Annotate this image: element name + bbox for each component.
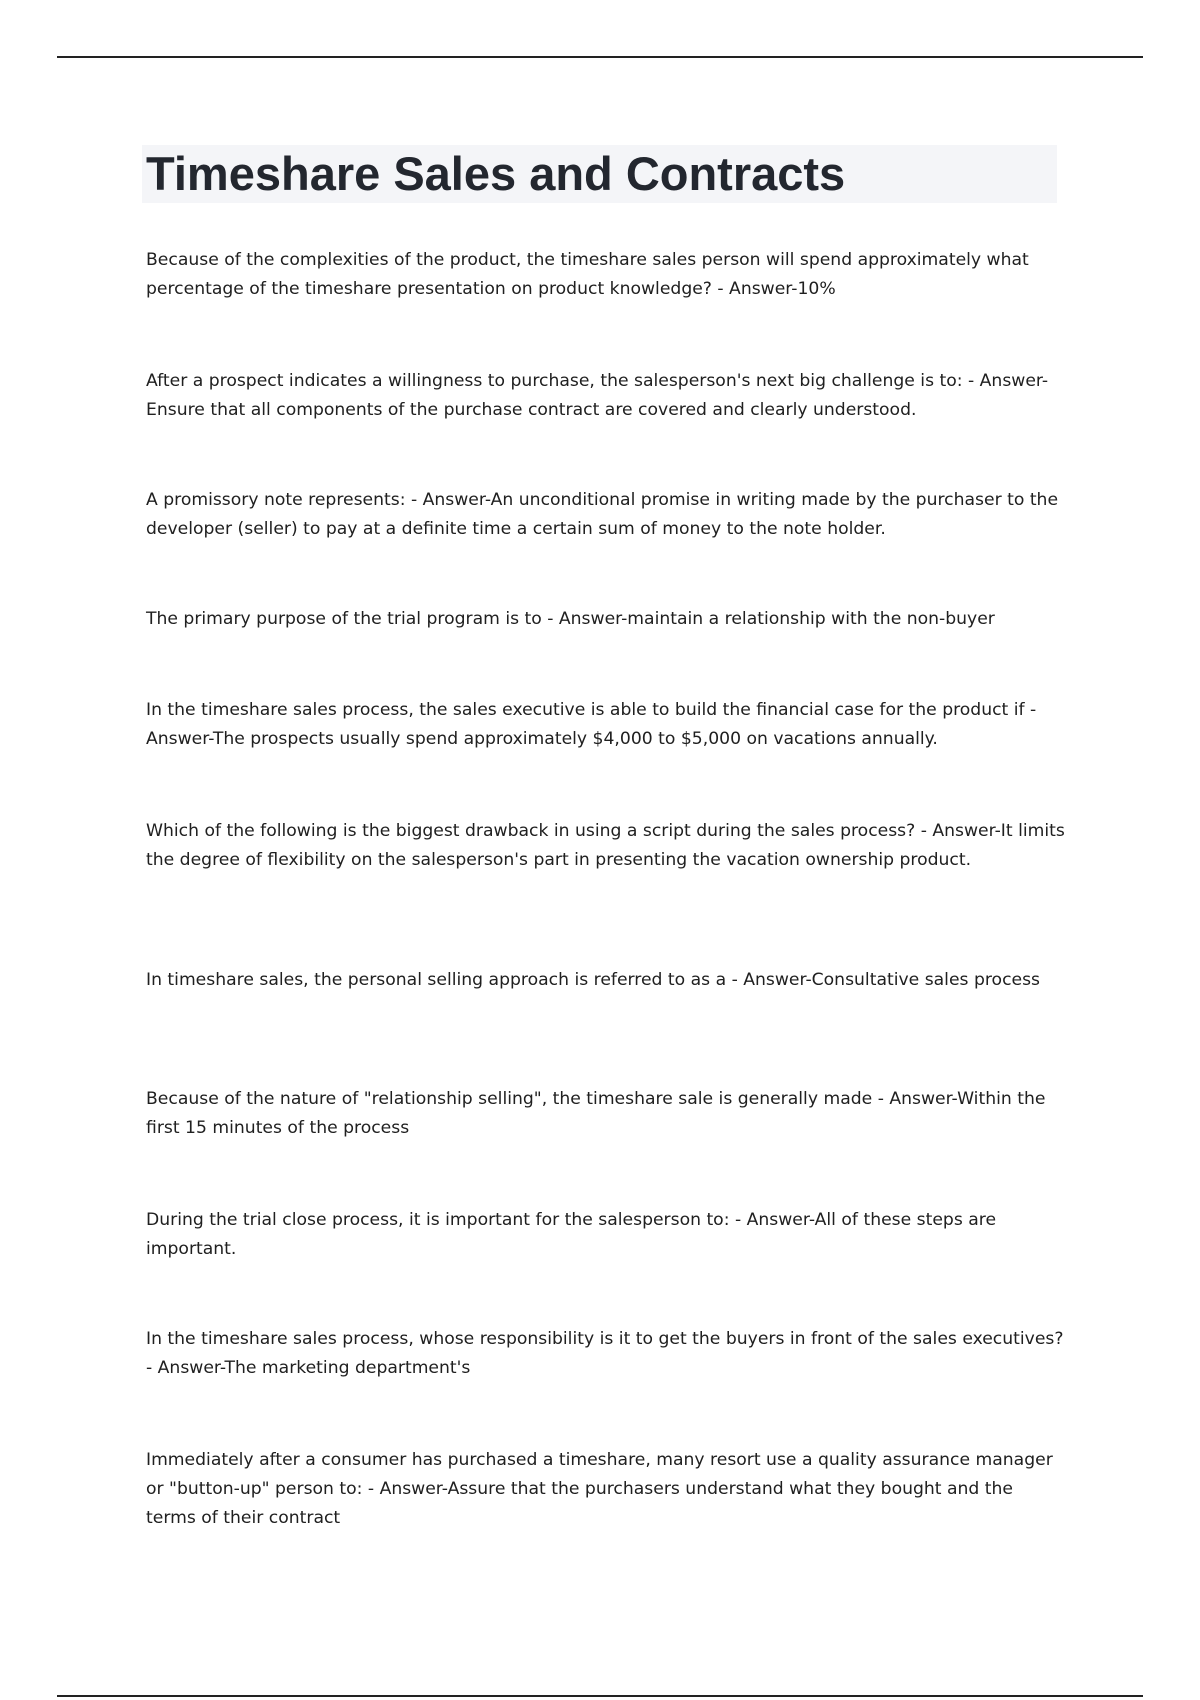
qa-item-10: In the timeshare sales process, whose responsibility is it to get the buyers in front of the sales executives? - Answer-The marketing department's: [146, 1329, 1064, 1378]
qa-item-1: Because of the complexities of the product, the timeshare sales person will spend approximately what percentage of the timeshare presentation on product knowledge? - Answer-10%: [146, 250, 1029, 299]
qa-item-2: After a prospect indicates a willingness to purchase, the salesperson's next big challenge is to: - Answer-Ensure that all components of the purchase contract are covered and clearly understood.: [146, 371, 1049, 420]
header-rule: [57, 56, 1143, 58]
footer-rule: [57, 1695, 1143, 1697]
qa-item-6: Which of the following is the biggest drawback in using a script during the sales process? - Answer-It limits the degree of flexibility on the salesperson's part in presenting the vacation ownership product.: [146, 821, 1065, 870]
qa-item-7: In timeshare sales, the personal selling approach is referred to as a - Answer-Consultative sales process: [146, 970, 1040, 990]
qa-item-9: During the trial close process, it is important for the salesperson to: - Answer-All of these steps are important.: [146, 1210, 997, 1259]
qa-item-5: In the timeshare sales process, the sales executive is able to build the financial case for the product if - Answer-The prospects usually spend approximately $4,000 to $5,000 on vacations annually.: [146, 700, 1037, 749]
page-title: Timeshare Sales and Contracts: [146, 147, 846, 200]
qa-item-11: Immediately after a consumer has purchased a timeshare, many resort use a quality assurance manager or "button-up" person to: - Answer-Assure that the purchasers understand what they bought and the terms of their contract: [146, 1450, 1053, 1528]
qa-item-8: Because of the nature of "relationship selling", the timeshare sale is generally made - Answer-Within the first 15 minutes of the process: [146, 1089, 1046, 1138]
qa-item-3: A promissory note represents: - Answer-An unconditional promise in writing made by the purchaser to the developer (seller) to pay at a definite time a certain sum of money to the note holder.: [146, 490, 1059, 539]
qa-item-4: The primary purpose of the trial program is to - Answer-maintain a relationship with the non-buyer: [146, 609, 995, 629]
